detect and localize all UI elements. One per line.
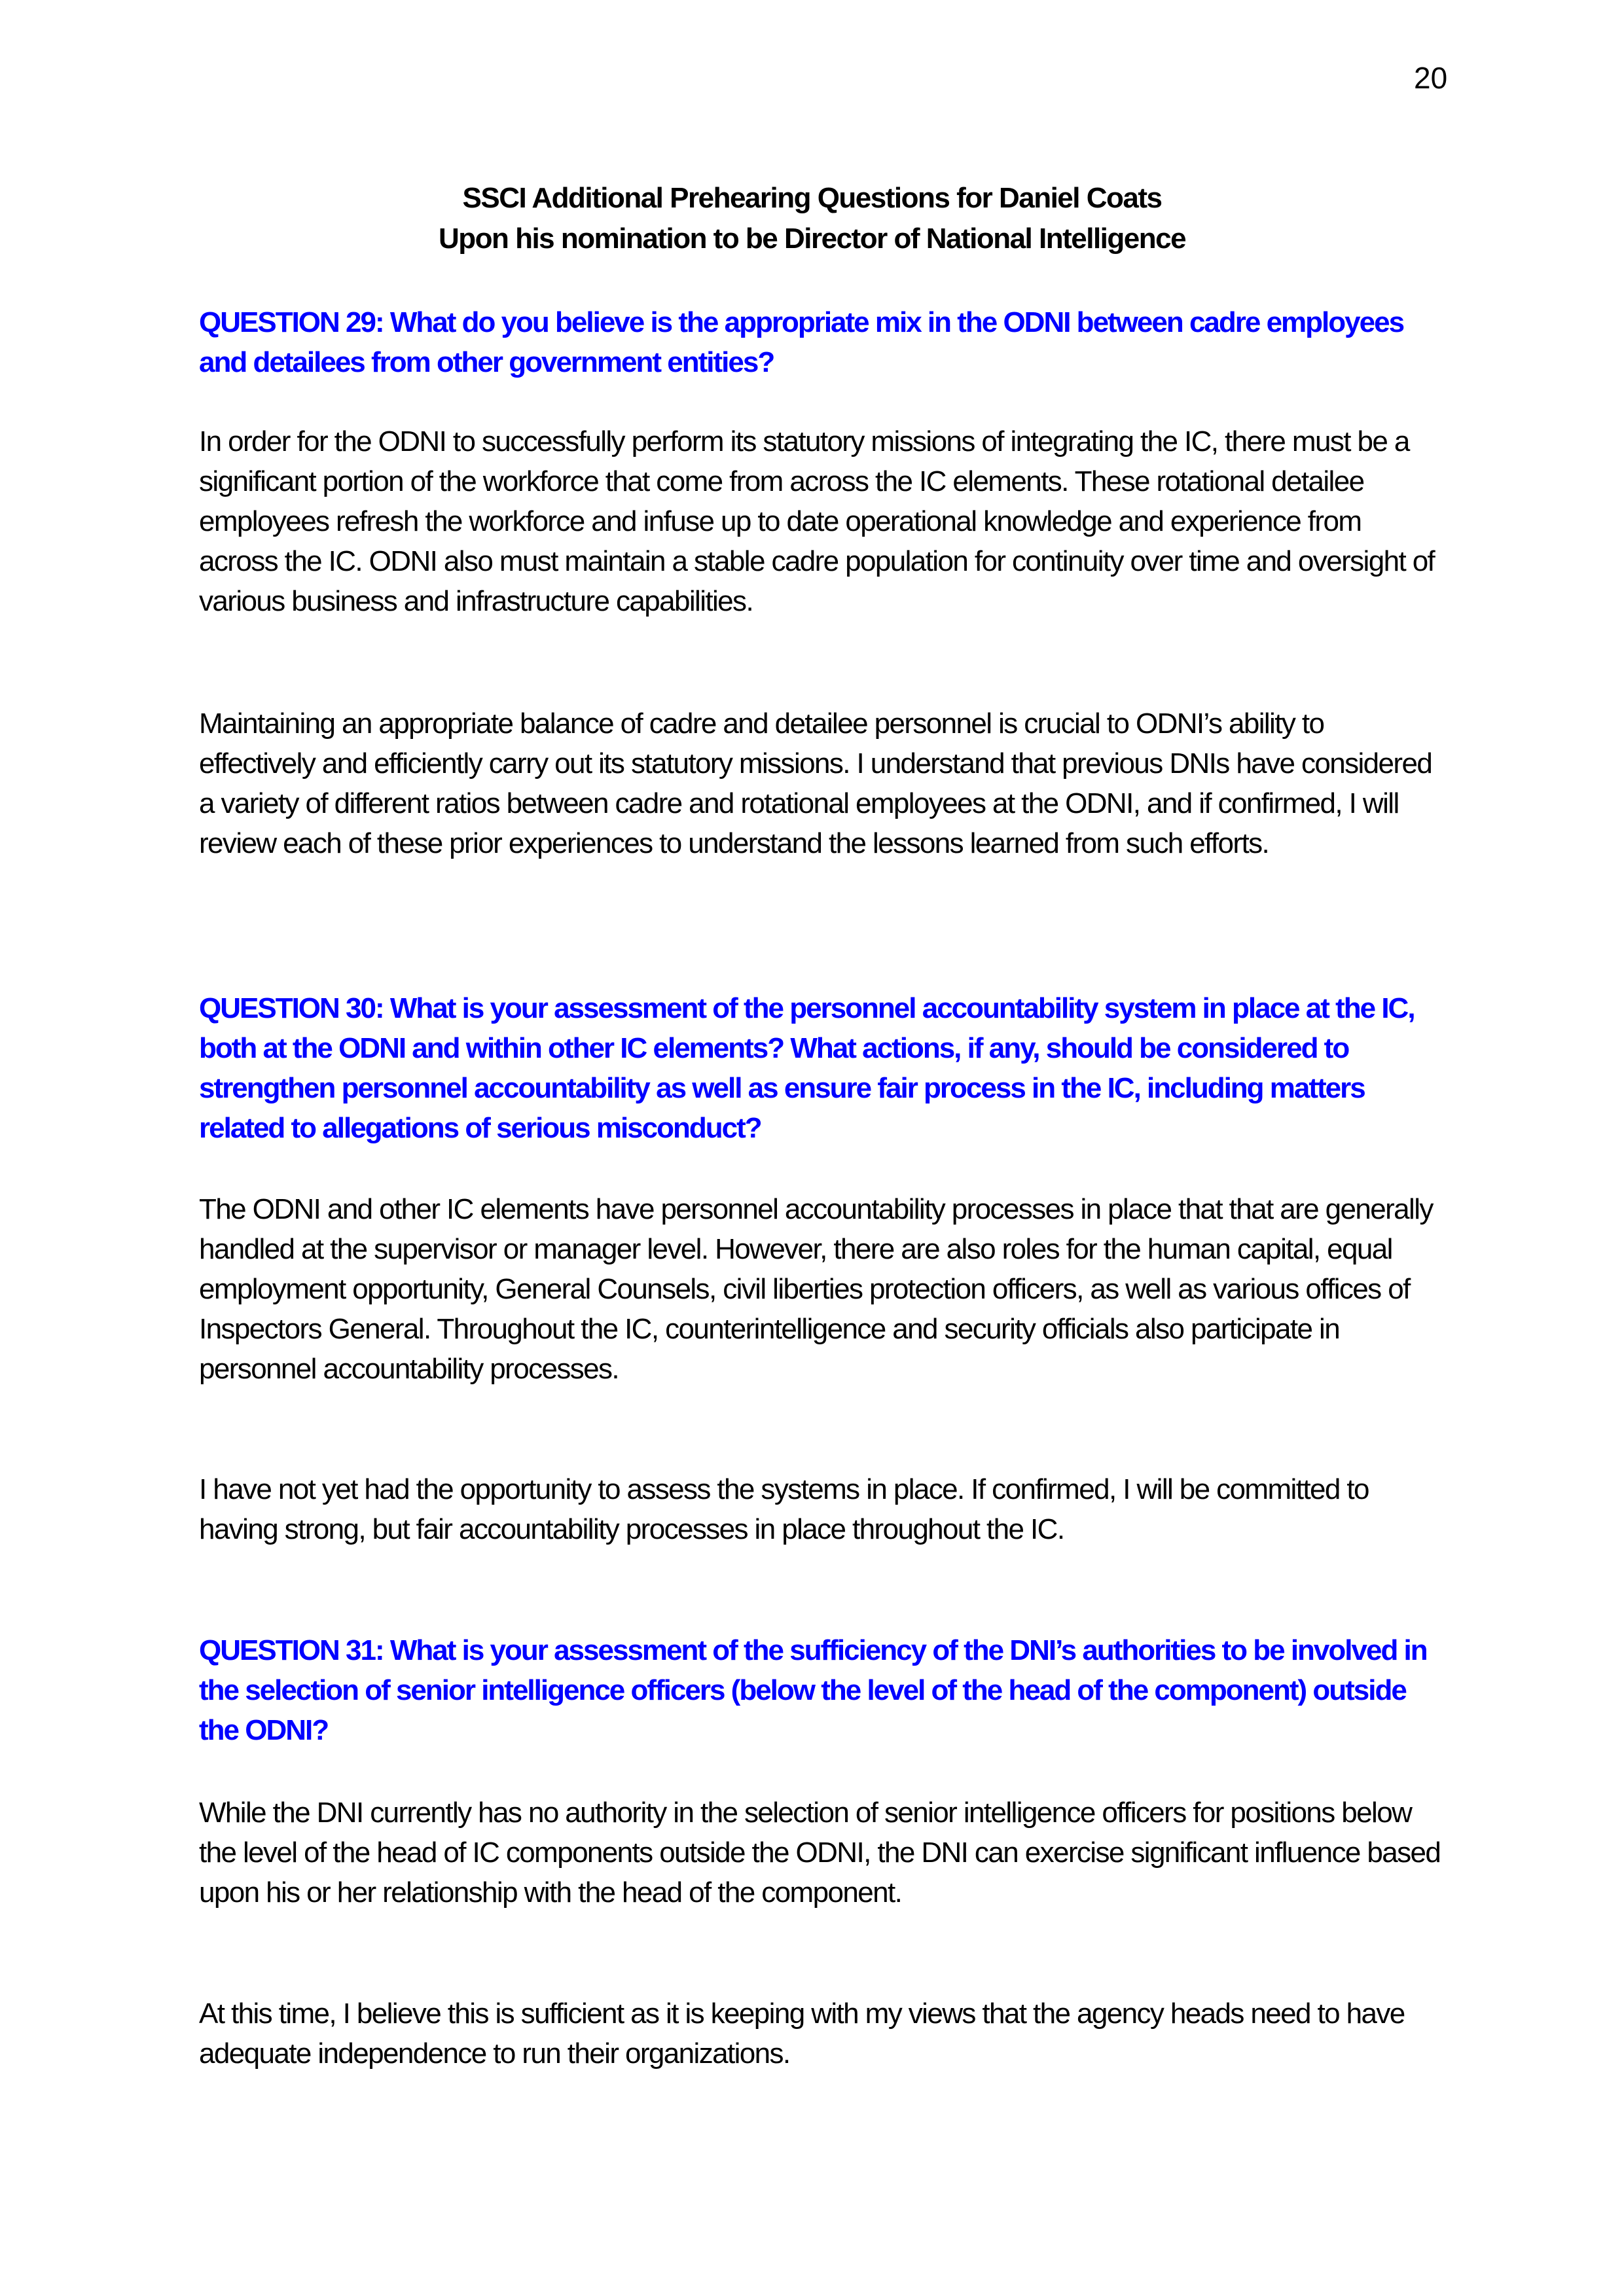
- answer-30-paragraph-2: I have not yet had the opportunity to assess the systems in place. If confirmed, I will be committed to having strong, but fair accountability processes in place throughout the IC.: [199, 1473, 1369, 1545]
- answer-30-paragraph-1: The ODNI and other IC elements have personnel accountability processes in place that that are generally handled at the supervisor or manager level. However, there are also roles for the human capital, equal employment opportunity, General Counsels, civil liberties protection officers, as well as various offices of Inspectors General. Throughout the IC, counterintelligence and security officials also participate in personnel accountability processes.: [199, 1193, 1433, 1385]
- page-number: 20: [1414, 61, 1448, 95]
- title-line-2: Upon his nomination to be Director of National Intelligence: [438, 223, 1186, 255]
- answer-29-paragraph-1: In order for the ODNI to successfully perform its statutory missions of integrating the IC, there must be a significant portion of the workforce that come from across the IC elements. These rotational detailee employees refresh the workforce and infuse up to date operational knowledge and experience from across the IC. ODNI also must maintain a stable cadre population for continuity over time and oversight of various business and infrastructure capabilities.: [199, 425, 1435, 617]
- answer-31-paragraph-2: At this time, I believe this is sufficient as it is keeping with my views that the agency heads need to have adequate independence to run their organizations.: [199, 1998, 1405, 2070]
- question-31: QUESTION 31: What is your assessment of the sufficiency of the DNI’s authorities to be involved in the selection of senior intelligence officers (below the level of the head of the component) outside the ODNI?: [199, 1634, 1427, 1746]
- document-title: [0, 178, 1624, 259]
- title-line-1: SSCI Additional Prehearing Questions for Daniel Coats: [462, 182, 1162, 214]
- answer-29-paragraph-2: Maintaining an appropriate balance of cadre and detailee personnel is crucial to ODNI’s ability to effectively and efficiently carry out its statutory missions. I understand that previous DNIs have considered a variety of different ratios between cadre and rotational employees at the ODNI, and if confirmed, I will review each of these prior experiences to understand the lessons learned from such efforts.: [199, 708, 1432, 859]
- question-30: QUESTION 30: What is your assessment of the personnel accountability system in place at the IC, both at the ODNI and within other IC elements? What actions, if any, should be considered to strengthen personnel accountability as well as ensure fair process in the IC, including matters related to allegations of serious misconduct?: [199, 992, 1415, 1144]
- question-29: QUESTION 29: What do you believe is the appropriate mix in the ODNI between cadre employees and detailees from other government entities?: [199, 306, 1404, 378]
- answer-31-paragraph-1: While the DNI currently has no authority in the selection of senior intelligence officers for positions below the level of the head of IC components outside the ODNI, the DNI can exercise significant influence based upon his or her relationship with the head of the component.: [199, 1797, 1441, 1909]
